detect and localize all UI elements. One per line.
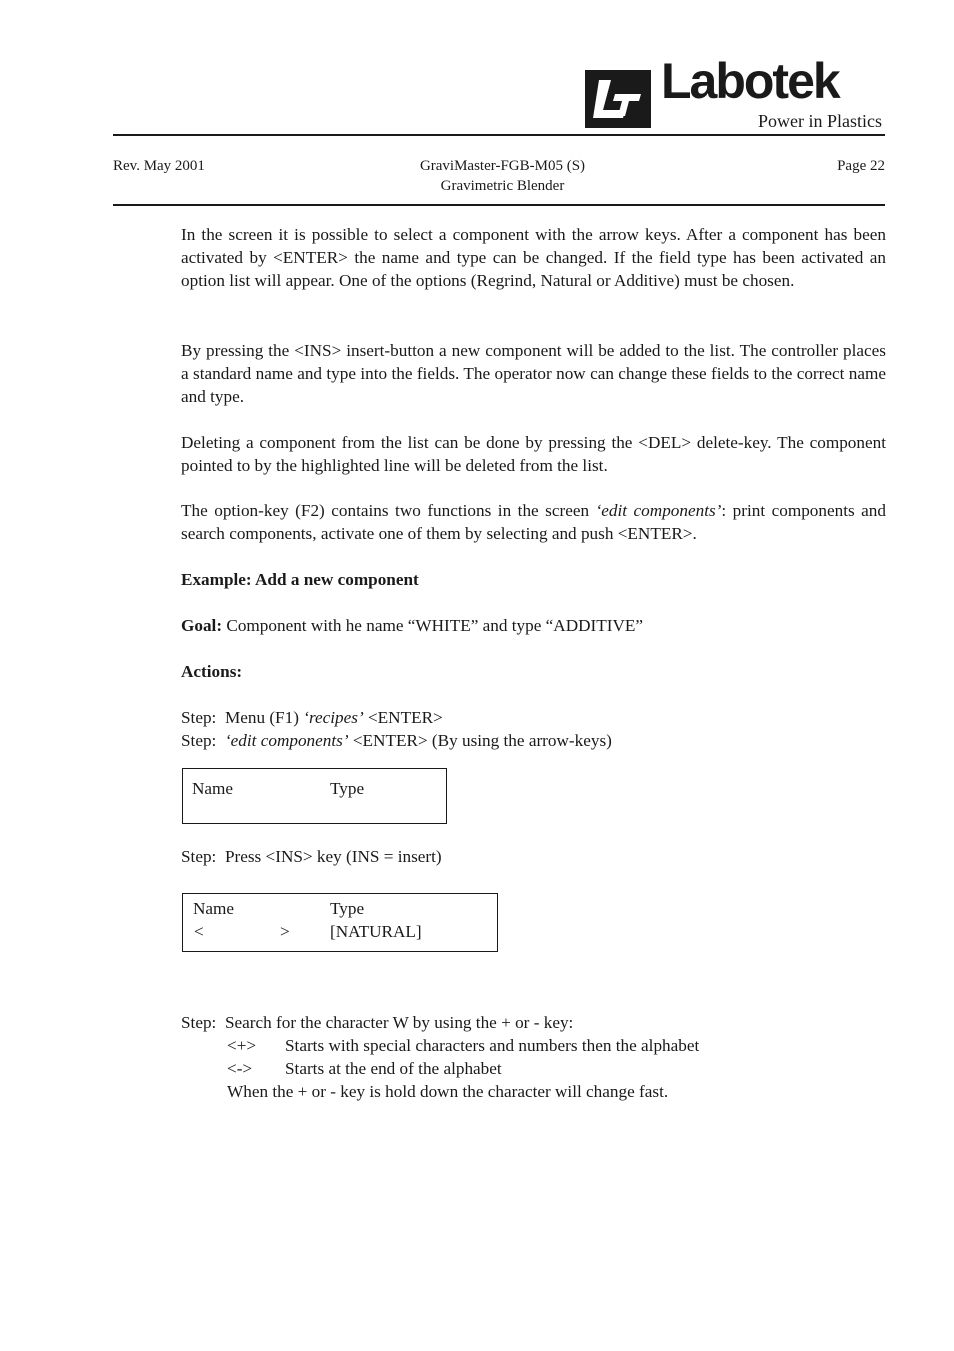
header-subtitle: Gravimetric Blender [440,178,565,194]
paragraph-insert-component: By pressing the <INS> insert-button a new component will be added to the list. The controller places a standard name and type into the fields. The operator now can change these fields to the correct name and type. [181,341,886,406]
step-label: Step: [181,708,217,727]
step-4-minus-key: <-> [227,1059,253,1078]
goal-text: Component with he name “WHITE” and type “ADDITIVE” [222,616,644,635]
example-heading: Example: Add a new component [181,570,419,589]
paragraph-option-key [181,499,886,545]
screen-box-components-empty [182,768,447,824]
column-header-type: Type [330,899,365,918]
step-1-text: Menu (F1) [224,708,304,727]
step-4-plus-key: <+> [227,1036,257,1055]
paragraph-delete-component: Deleting a component from the list can be done by pressing the <DEL> delete-key. The component pointed to by the highlighted line will be deleted from the list. [181,433,886,475]
step-label: Step: [181,847,217,866]
step-1 [181,706,443,729]
step-2-screen-name: ‘edit components’ [224,731,349,750]
header-page-number: Page 22 [837,158,885,174]
step-4 [181,1011,573,1034]
step-2 [181,729,612,752]
header-rule-top [113,134,885,136]
paragraph-option-key-text: The option-key (F2) contains two functions in the screen [181,501,596,520]
step-4-note: When the + or - key is hold down the character will change fast. [227,1082,669,1101]
step-1-menu-name: ‘recipes’ [303,708,364,727]
logo-wordmark: Labotek [661,53,839,109]
header-title [300,156,705,196]
labotek-logo [585,53,885,132]
name-field-open-bracket: < [194,922,204,941]
goal-line [181,614,643,637]
column-header-name: Name [193,899,235,918]
header-revision: Rev. May 2001 [113,158,205,174]
header-doc-id: GraviMaster-FGB-M05 (S) [419,158,586,174]
paragraph-option-key-screen-name: ‘edit components’ [595,501,722,520]
column-header-name: Name [192,779,234,798]
step-3-text: Press <INS> key (INS = insert) [224,847,442,866]
step-1-key: <ENTER> [363,708,443,727]
goal-label: Goal: [181,616,223,635]
step-label: Step: [181,731,217,750]
column-header-type: Type [330,779,365,798]
actions-label: Actions: [181,662,243,681]
step-label: Step: [181,1013,217,1032]
name-field-close-bracket: > [280,922,290,941]
labotek-logo-mark-icon [585,70,651,128]
step-2-text: <ENTER> (By using the arrow-keys) [348,731,612,750]
paragraph-select-component: In the screen it is possible to select a component with the arrow keys. After a component has been activated by <ENTER> the name and type can be changed. If the field type has been activated an option list will appear. One of the options (Regrind, Natural or Additive) must be chosen. [181,225,886,290]
step-3 [181,845,442,868]
step-4-plus-description: Starts with special characters and numbers then the alphabet [285,1036,700,1055]
paragraph-option-key-text-end: : print components and search components, activate one of them by selecting and push <ENTER>. [181,501,886,543]
step-4-minus-description: Starts at the end of the alphabet [285,1059,502,1078]
screen-box-components-new [182,893,498,952]
header-rule-bottom [113,204,885,206]
type-field-value: [NATURAL] [330,922,422,941]
step-4-text: Search for the character W by using the + or - key: [224,1013,574,1032]
logo-tagline: Power in Plastics [758,111,882,131]
